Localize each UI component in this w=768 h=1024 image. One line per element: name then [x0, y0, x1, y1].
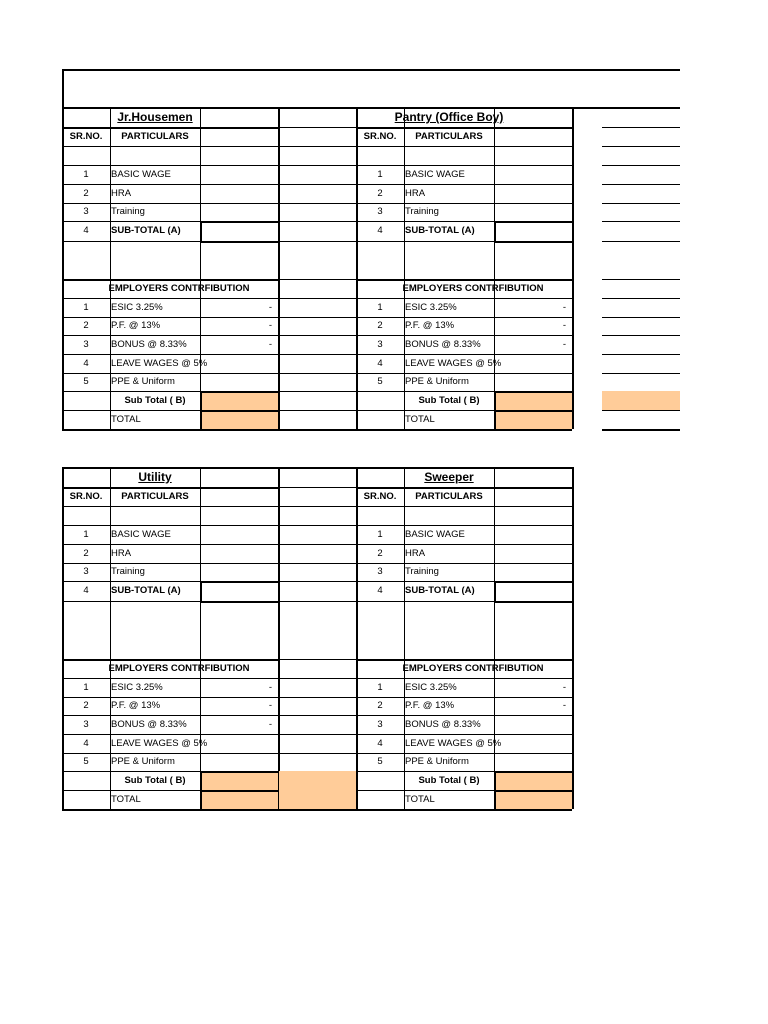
subtotal-b-box-line	[200, 391, 278, 393]
block-title: Utility	[138, 470, 172, 484]
sr-no-cell: 2	[377, 320, 383, 332]
col-line	[110, 467, 111, 809]
sr-no-cell: 4	[377, 585, 383, 597]
spacer-line	[278, 678, 356, 679]
sr-no-cell: 2	[377, 547, 383, 559]
row-line	[356, 563, 572, 564]
amount-cell: -	[562, 681, 566, 693]
row-line	[356, 525, 572, 526]
particular-cell: HRA	[405, 187, 426, 199]
row-line	[62, 809, 278, 811]
spacer-line	[278, 467, 356, 469]
subtotal-b-box-line	[494, 410, 572, 412]
amount-cell	[494, 373, 572, 391]
row-line	[62, 734, 278, 735]
particular-cell: BASIC WAGE	[111, 528, 171, 540]
spacer-line	[278, 317, 356, 318]
row-line	[62, 298, 278, 299]
col-line	[404, 467, 405, 809]
row-line	[62, 335, 278, 336]
col-line	[200, 467, 201, 809]
sr-no-cell: 2	[377, 187, 383, 199]
particular-cell: P.F. @ 13%	[405, 320, 455, 332]
subtotal-b-box-line	[200, 790, 278, 792]
row-line	[62, 544, 278, 545]
total-label: TOTAL	[111, 413, 141, 425]
spacer-line	[278, 715, 356, 716]
spacer-line	[602, 127, 680, 128]
particular-cell: ESIC 3.25%	[405, 301, 457, 313]
sr-no-cell: 4	[377, 737, 383, 749]
spacer-line	[278, 279, 356, 280]
spacer-line	[278, 184, 356, 185]
col-line	[356, 601, 357, 659]
subtotal-a-box-line	[200, 221, 278, 223]
subtotal-b-box-line	[200, 771, 278, 773]
subtotal-b-label: Sub Total ( B)	[418, 774, 480, 786]
row-line	[356, 335, 572, 336]
particulars-header: PARTICULARS	[415, 130, 483, 142]
col-line	[278, 107, 280, 429]
row-line	[62, 184, 278, 185]
particular-cell: BASIC WAGE	[405, 168, 465, 180]
spacer-line	[602, 317, 680, 318]
spacer-line	[602, 184, 680, 185]
row-line	[356, 544, 572, 545]
amount-cell	[200, 734, 278, 753]
particular-cell: SUB-TOTAL (A)	[405, 225, 475, 237]
spacer-line	[278, 146, 356, 147]
particular-cell: BONUS @ 8.33%	[111, 718, 187, 730]
sr-no-cell: 3	[377, 338, 383, 350]
row-line	[356, 165, 572, 166]
row-line	[356, 506, 572, 507]
particular-cell: HRA	[405, 547, 426, 559]
amount-cell	[494, 715, 572, 734]
row-line	[356, 715, 572, 716]
spacer-line	[278, 335, 356, 336]
spacer-line	[278, 107, 356, 109]
col-line	[278, 467, 280, 809]
row-line	[62, 354, 278, 355]
subtotal-a-box-line	[494, 601, 572, 603]
spacer-line	[278, 659, 356, 660]
particular-cell: P.F. @ 13%	[111, 320, 161, 332]
spacer-line	[278, 391, 356, 392]
spacer-line	[278, 410, 356, 411]
row-line	[62, 146, 278, 147]
employers-contribution-header: EMPLOYERS CONTRFIBUTION	[402, 662, 544, 674]
row-line	[356, 809, 572, 811]
row-line	[62, 525, 278, 526]
amount-cell: -	[562, 301, 566, 313]
spacer-line	[278, 506, 356, 507]
spacer-line	[278, 203, 356, 204]
spacer-line	[602, 146, 680, 147]
particular-cell: ESIC 3.25%	[111, 301, 163, 313]
row-line	[62, 373, 278, 374]
row-line	[62, 487, 278, 489]
total-label: TOTAL	[405, 413, 435, 425]
spacer-line	[278, 165, 356, 166]
spacer-line	[602, 335, 680, 336]
subtotal-b-box-line	[494, 391, 572, 393]
particulars-header: PARTICULARS	[121, 130, 189, 142]
subtotal-a-box-line	[494, 241, 572, 243]
row-line	[356, 467, 572, 469]
particular-cell: ESIC 3.25%	[111, 681, 163, 693]
row-line	[356, 127, 572, 129]
amount-cell: -	[268, 338, 272, 350]
sr-no-cell: 1	[377, 168, 383, 180]
spacer-line	[602, 165, 680, 166]
amount-cell: -	[268, 681, 272, 693]
sr-no-cell: 1	[377, 528, 383, 540]
amount-cell: -	[268, 320, 272, 332]
row-line	[62, 467, 278, 469]
row-line	[62, 165, 278, 166]
frame-top-line	[62, 69, 680, 71]
spacer-line	[602, 107, 680, 109]
subtotal-a-box-line	[494, 581, 496, 601]
row-line	[62, 506, 278, 507]
particular-cell: Training	[111, 206, 145, 218]
subtotal-b-label: Sub Total ( B)	[418, 394, 480, 406]
spacer-line	[602, 410, 680, 411]
amount-cell: -	[268, 718, 272, 730]
spacer-line	[278, 487, 356, 488]
particular-cell: PPE & Uniform	[405, 376, 469, 388]
row-line	[62, 753, 278, 754]
row-line	[62, 563, 278, 564]
amount-cell	[494, 753, 572, 771]
spacer-line	[278, 373, 356, 374]
amount-cell: -	[562, 338, 566, 350]
spacer-line	[278, 544, 356, 545]
subtotal-a-box-line	[494, 581, 572, 583]
sr-no-cell: 3	[83, 566, 89, 578]
particular-cell: LEAVE WAGES @ 5%	[405, 357, 502, 369]
spacer-line	[278, 241, 356, 242]
subtotal-a-box-line	[200, 221, 202, 241]
spacer-line	[278, 734, 356, 735]
row-line	[356, 659, 572, 661]
col-line	[572, 467, 574, 809]
row-line	[356, 734, 572, 735]
subtotal-a-box-line	[200, 601, 278, 603]
sr-no-cell: 3	[83, 338, 89, 350]
col-line	[494, 107, 495, 429]
particular-cell: BONUS @ 8.33%	[405, 718, 481, 730]
sr-no-cell: 2	[83, 320, 89, 332]
col-line	[572, 107, 574, 429]
particular-cell: SUB-TOTAL (A)	[111, 585, 181, 597]
sr-no-cell: 5	[377, 376, 383, 388]
subtotal-b-label: Sub Total ( B)	[124, 774, 186, 786]
spacer-line	[278, 221, 356, 222]
amount-cell: -	[268, 700, 272, 712]
row-line	[356, 203, 572, 204]
row-line	[356, 697, 572, 698]
subtotal-b-box-line	[494, 771, 572, 773]
spacer-line	[278, 581, 356, 582]
total-label: TOTAL	[111, 793, 141, 805]
amount-cell: -	[268, 301, 272, 313]
spacer-line	[278, 753, 356, 754]
row-line	[62, 203, 278, 204]
particular-cell: LEAVE WAGES @ 5%	[111, 737, 208, 749]
row-line	[356, 354, 572, 355]
employers-contribution-header: EMPLOYERS CONTRFIBUTION	[402, 282, 544, 294]
sr-no-cell: 1	[83, 168, 89, 180]
col-line	[404, 107, 405, 429]
employers-contribution-header: EMPLOYERS CONTRFIBUTION	[108, 662, 250, 674]
amount-cell	[200, 354, 278, 373]
particular-cell: LEAVE WAGES @ 5%	[111, 357, 208, 369]
spacer-line	[278, 354, 356, 355]
spacer-line	[278, 127, 356, 128]
employers-contribution-header: EMPLOYERS CONTRFIBUTION	[108, 282, 250, 294]
amount-cell	[200, 753, 278, 771]
sr-no-cell: 5	[377, 756, 383, 768]
sr-no-header: SR.NO.	[363, 490, 397, 502]
row-line	[356, 373, 572, 374]
subtotal-a-box-line	[200, 241, 278, 243]
row-line	[62, 659, 278, 661]
col-line	[110, 107, 111, 429]
particular-cell: LEAVE WAGES @ 5%	[405, 737, 502, 749]
spacer-line	[602, 354, 680, 355]
particular-cell: HRA	[111, 547, 132, 559]
subtotal-b-box-line	[494, 391, 496, 429]
spacer-line	[602, 429, 680, 431]
particular-cell: P.F. @ 13%	[405, 700, 455, 712]
subtotal-b-box-line	[494, 771, 496, 809]
sr-no-cell: 4	[83, 357, 89, 369]
sr-no-cell: 3	[377, 206, 383, 218]
spacer-line	[602, 373, 680, 374]
amount-cell: -	[562, 700, 566, 712]
sr-no-cell: 1	[377, 301, 383, 313]
sr-no-cell: 1	[83, 528, 89, 540]
subtotal-b-box-line	[200, 391, 202, 429]
sr-no-header: SR.NO.	[69, 130, 103, 142]
particular-cell: BONUS @ 8.33%	[405, 338, 481, 350]
spacer-line	[602, 241, 680, 242]
spacer-line	[278, 601, 356, 602]
amount-cell	[200, 373, 278, 391]
particulars-header: PARTICULARS	[121, 490, 189, 502]
row-line	[356, 279, 572, 281]
row-line	[356, 678, 572, 679]
row-line	[62, 317, 278, 318]
spacer-line	[602, 203, 680, 204]
sr-no-cell: 2	[377, 700, 383, 712]
spacer-line	[278, 298, 356, 299]
col-line	[200, 107, 201, 429]
sr-no-header: SR.NO.	[69, 490, 103, 502]
particular-cell: Training	[405, 206, 439, 218]
row-line	[62, 715, 278, 716]
particular-cell: BASIC WAGE	[111, 168, 171, 180]
sr-no-cell: 4	[83, 225, 89, 237]
amount-cell	[494, 734, 572, 753]
row-line	[356, 107, 572, 109]
particular-cell: SUB-TOTAL (A)	[405, 585, 475, 597]
subtotal-b-box-line	[200, 410, 278, 412]
sr-no-cell: 1	[83, 681, 89, 693]
row-line	[356, 317, 572, 318]
particular-cell: Training	[405, 566, 439, 578]
row-line	[62, 697, 278, 698]
row-line	[62, 127, 278, 129]
row-line	[62, 678, 278, 679]
row-line	[356, 429, 572, 431]
spacer-line	[602, 221, 680, 222]
sr-no-cell: 5	[83, 756, 89, 768]
col-line	[494, 467, 495, 809]
spacer-line	[278, 525, 356, 526]
row-line	[356, 753, 572, 754]
particular-cell: SUB-TOTAL (A)	[111, 225, 181, 237]
subtotal-b-box-line	[494, 790, 572, 792]
amount-cell: -	[562, 320, 566, 332]
sr-no-cell: 2	[83, 547, 89, 559]
sr-no-cell: 3	[83, 206, 89, 218]
subtotal-a-box-line	[494, 221, 496, 241]
subtotal-fill	[279, 771, 356, 809]
sr-no-cell: 3	[377, 718, 383, 730]
particular-cell: BASIC WAGE	[405, 528, 465, 540]
col-line	[62, 601, 63, 659]
spacer-line	[278, 429, 356, 431]
particulars-header: PARTICULARS	[415, 490, 483, 502]
spacer-line	[602, 279, 680, 280]
sr-no-cell: 2	[83, 187, 89, 199]
row-line	[356, 487, 572, 489]
row-line	[356, 184, 572, 185]
sr-no-cell: 4	[83, 737, 89, 749]
col-line	[62, 107, 64, 429]
sr-no-header: SR.NO.	[363, 130, 397, 142]
sr-no-cell: 1	[377, 681, 383, 693]
subtotal-a-box-line	[200, 581, 202, 601]
sr-no-cell: 4	[83, 585, 89, 597]
row-line	[62, 279, 278, 281]
sr-no-cell: 3	[83, 718, 89, 730]
block-title: Sweeper	[424, 470, 474, 484]
block-title: Pantry (Office Boy)	[394, 110, 504, 124]
subtotal-fill	[602, 391, 680, 410]
particular-cell: Training	[111, 566, 145, 578]
sr-no-cell: 4	[377, 357, 383, 369]
spacer-line	[278, 563, 356, 564]
col-line	[356, 107, 357, 429]
particular-cell: PPE & Uniform	[111, 376, 175, 388]
sr-no-cell: 2	[83, 700, 89, 712]
spacer-line	[278, 809, 356, 811]
sr-no-cell: 4	[377, 225, 383, 237]
particular-cell: BONUS @ 8.33%	[111, 338, 187, 350]
sr-no-cell: 5	[83, 376, 89, 388]
particular-cell: PPE & Uniform	[405, 756, 469, 768]
spacer-line	[278, 697, 356, 698]
total-label: TOTAL	[405, 793, 435, 805]
amount-cell	[494, 354, 572, 373]
subtotal-b-label: Sub Total ( B)	[124, 394, 186, 406]
subtotal-b-box-line	[200, 771, 202, 809]
sr-no-cell: 3	[377, 566, 383, 578]
subtotal-a-box-line	[200, 581, 278, 583]
row-line	[356, 146, 572, 147]
subtotal-a-box-line	[494, 221, 572, 223]
particular-cell: ESIC 3.25%	[405, 681, 457, 693]
particular-cell: P.F. @ 13%	[111, 700, 161, 712]
particular-cell: HRA	[111, 187, 132, 199]
row-line	[62, 107, 278, 109]
row-line	[62, 429, 278, 431]
row-line	[356, 298, 572, 299]
spacer-line	[602, 298, 680, 299]
block-title: Jr.Housemen	[117, 110, 193, 124]
sr-no-cell: 1	[83, 301, 89, 313]
particular-cell: PPE & Uniform	[111, 756, 175, 768]
